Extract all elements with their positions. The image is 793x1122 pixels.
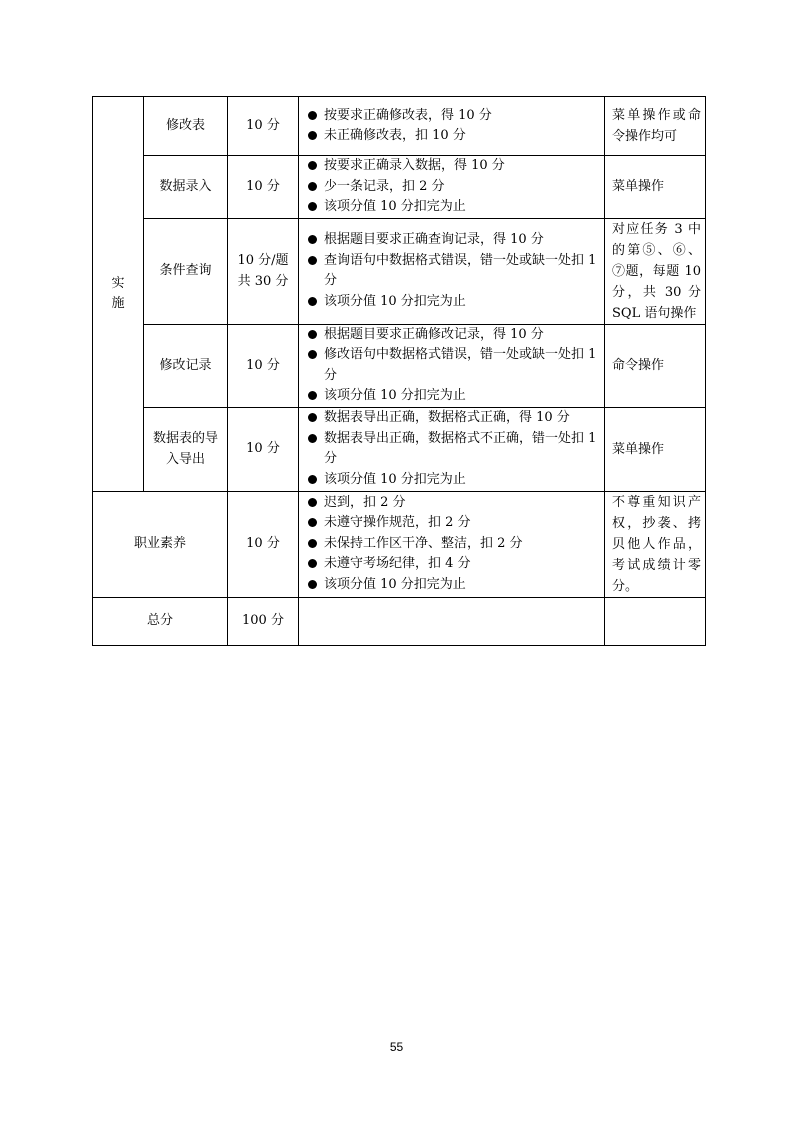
criteria-item: 该项分值 10 分扣完为止	[308, 575, 602, 596]
table-row	[93, 156, 706, 219]
table-row	[93, 324, 706, 407]
criteria-list	[299, 408, 604, 490]
item-cell: 数据录入	[144, 156, 228, 219]
item-cell: 修改记录	[144, 324, 228, 407]
bullet-icon	[308, 413, 317, 422]
score-cell: 100 分	[228, 597, 299, 645]
criteria-item: 该项分值 10 分扣完为止	[308, 197, 602, 218]
bullet-icon	[308, 391, 317, 400]
bullet-icon	[308, 518, 317, 527]
stage-cell	[93, 97, 144, 492]
criteria-item: 按要求正确录入数据，得 10 分	[308, 156, 602, 177]
criteria-item: 迟到，扣 2 分	[308, 493, 602, 514]
table-row	[93, 97, 706, 156]
note-cell: 对应任务 3 中的第⑤、⑥、⑦题，每题 10 分，共 30 分 SQL 语句操作	[605, 218, 706, 324]
criteria-item: 少一条记录，扣 2 分	[308, 177, 602, 198]
score-cell: 10 分	[228, 324, 299, 407]
stage-char: 实	[111, 275, 125, 291]
criteria-item: 该项分值 10 分扣完为止	[308, 470, 602, 491]
score-cell: 10 分	[228, 407, 299, 491]
criteria-cell	[299, 407, 605, 491]
bullet-icon	[308, 539, 317, 548]
score-cell: 10 分	[228, 156, 299, 219]
criteria-list	[299, 493, 604, 596]
bullet-icon	[308, 235, 317, 244]
bullet-icon	[308, 256, 317, 265]
criteria-list	[299, 230, 604, 312]
criteria-item: 查询语句中数据格式错误，错一处或缺一处扣 1 分	[308, 251, 602, 292]
criteria-item: 未遵守操作规范，扣 2 分	[308, 513, 602, 534]
score-cell: 10 分	[228, 97, 299, 156]
item-cell: 条件查询	[144, 218, 228, 324]
bullet-icon	[308, 350, 317, 359]
item-cell: 总分	[93, 597, 228, 645]
note-cell	[605, 597, 706, 645]
score-cell	[228, 218, 299, 324]
item-cell: 职业素养	[93, 491, 228, 597]
criteria-cell	[299, 324, 605, 407]
table-row	[93, 491, 706, 597]
bullet-icon	[308, 580, 317, 589]
page-number: 55	[389, 1040, 404, 1054]
criteria-cell	[299, 491, 605, 597]
bullet-icon	[308, 434, 317, 443]
criteria-list	[299, 156, 604, 218]
criteria-item: 该项分值 10 分扣完为止	[308, 386, 602, 407]
bullet-icon	[308, 559, 317, 568]
criteria-cell	[299, 597, 605, 645]
bullet-icon	[308, 498, 317, 507]
criteria-item: 根据题目要求正确查询记录，得 10 分	[308, 230, 602, 251]
criteria-item: 数据表导出正确，数据格式不正确，错一处扣 1 分	[308, 429, 602, 470]
criteria-list	[299, 325, 604, 407]
stage-char: 施	[111, 295, 125, 311]
bullet-icon	[308, 111, 317, 120]
score-cell: 10 分	[228, 491, 299, 597]
table-row	[93, 218, 706, 324]
note-cell: 菜单操作或命令操作均可	[605, 97, 706, 156]
criteria-cell	[299, 97, 605, 156]
note-cell: 命令操作	[605, 324, 706, 407]
bullet-icon	[308, 131, 317, 140]
note-cell: 菜单操作	[605, 156, 706, 219]
item-cell: 修改表	[144, 97, 228, 156]
criteria-item: 未遵守考场纪律，扣 4 分	[308, 554, 602, 575]
bullet-icon	[308, 161, 317, 170]
criteria-item: 未保持工作区干净、整洁，扣 2 分	[308, 534, 602, 555]
criteria-item: 修改语句中数据格式错误，错一处或缺一处扣 1 分	[308, 345, 602, 386]
criteria-item: 数据表导出正确，数据格式正确，得 10 分	[308, 408, 602, 429]
scoring-table	[92, 96, 706, 646]
criteria-item: 按要求正确修改表，得 10 分	[308, 106, 602, 127]
note-cell: 菜单操作	[605, 407, 706, 491]
criteria-list	[299, 106, 604, 147]
item-text: 数据表的导入导出	[152, 431, 218, 467]
criteria-cell	[299, 156, 605, 219]
criteria-item: 未正确修改表，扣 10 分	[308, 126, 602, 147]
table-row	[93, 407, 706, 491]
note-cell: 不尊重知识产权，抄袭、拷贝他人作品，考试成绩计零分。	[605, 491, 706, 597]
bullet-icon	[308, 182, 317, 191]
bullet-icon	[308, 297, 317, 306]
bullet-icon	[308, 475, 317, 484]
item-cell	[144, 407, 228, 491]
criteria-cell	[299, 218, 605, 324]
table-row	[93, 597, 706, 645]
criteria-item: 该项分值 10 分扣完为止	[308, 292, 602, 313]
criteria-item: 根据题目要求正确修改记录，得 10 分	[308, 325, 602, 346]
bullet-icon	[308, 330, 317, 339]
bullet-icon	[308, 202, 317, 211]
score-text: 10 分/题共 30 分	[237, 253, 289, 289]
